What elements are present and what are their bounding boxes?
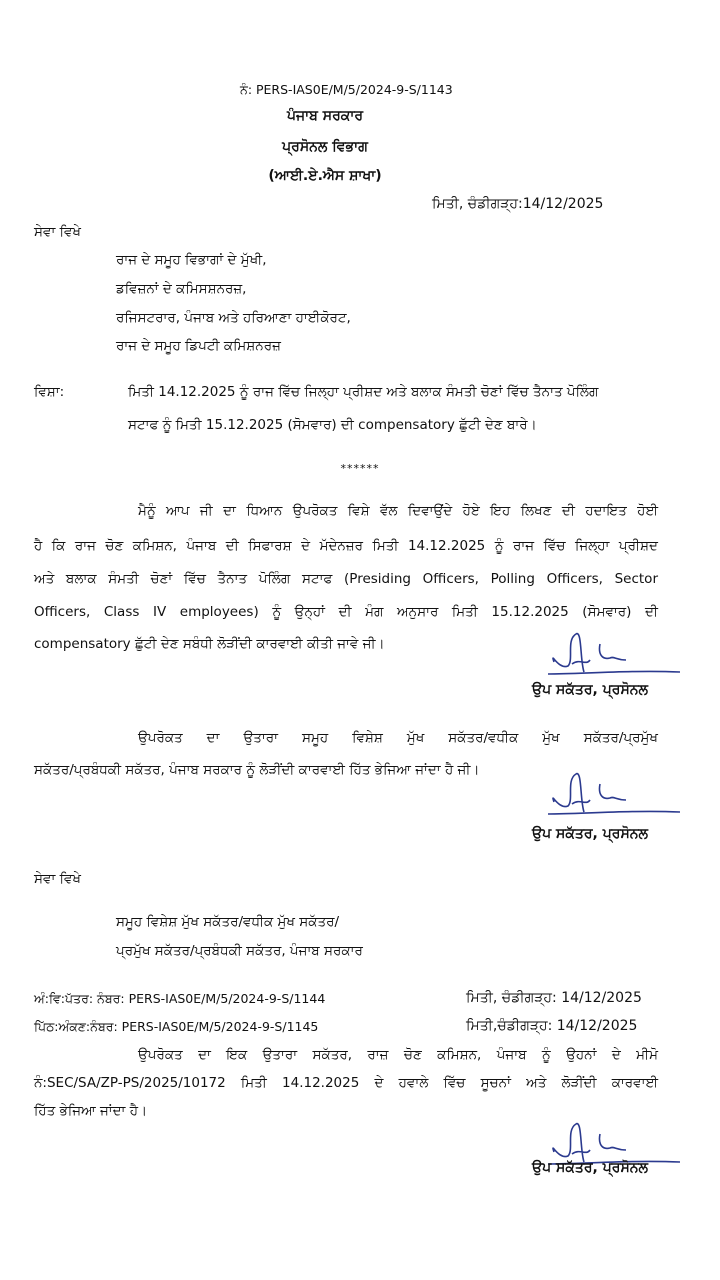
subject-label: ਵਿਸ਼ਾ:: [34, 384, 65, 400]
addressee-line: ਡਵਿਜ਼ਨਾਂ ਦੇ ਕਮਿਸਸ਼ਨਰਜ਼,: [116, 281, 247, 297]
addressee-line: ਰਾਜ ਦੇ ਸਮੂਹ ਵਿਭਾਗਾਂ ਦੇ ਮੁੱਖੀ,: [116, 252, 267, 268]
endorsement-date: ਮਿਤੀ, ਚੰਡੀਗੜ੍ਹ: 14/12/2025: [466, 990, 642, 1006]
department-name: ਪ੍ਰਸੋਨਲ ਵਿਭਾਗ: [282, 139, 368, 155]
endorsement-date: ਮਿਤੀ,ਚੰਡੀਗੜ੍ਹ: 14/12/2025: [466, 1018, 638, 1034]
copy-line: ਹਿੱਤ ਭੇਜਿਆ ਜਾਂਦਾ ਹੈ।: [34, 1103, 148, 1119]
government-name: ਪੰਜਾਬ ਸਰਕਾਰ: [286, 108, 364, 124]
subject-line: ਮਿਤੀ 14.12.2025 ਨੂੰ ਰਾਜ ਵਿੱਚ ਜਿਲ੍ਹਾ ਪ੍ਰੀਸ਼ਦ ਅਤੇ ਬਲਾਕ ਸੰਮਤੀ ਚੋਣਾਂ ਵਿੱਚ ਤੈਨਾਤ ਪੋਲਿੰਗ: [128, 384, 599, 400]
body-line: Officers, Class IV employees) ਨੂੰ ਉਨ੍ਹਾਂ ਦੀ ਮੰਗ ਅਨੁਸਾਰ ਮਿਤੀ 15.12.2025 (ਸੋਮਵਾਰ) ਦੀ: [34, 604, 658, 620]
body-line: compensatory ਛੁੱਟੀ ਦੇਣ ਸਬੰਧੀ ਲੋੜੀਂਦੀ ਕਾਰਵਾਈ ਕੀਤੀ ਜਾਵੇ ਜੀ।: [34, 636, 385, 652]
addressee-line: ਰਜਿਸਟਰਾਰ, ਪੰਜਾਬ ਅਤੇ ਹਰਿਆਣਾ ਹਾਈਕੋਰਟ,: [116, 310, 351, 326]
endorsement-ref: ਪਿੱਠ:ਅੰਕਣ:ਨੰਬਰ: PERS-IAS0E/M/5/2024-9-S/1145: [34, 1019, 319, 1034]
signatory-title: ਉਪ ਸਕੱਤਰ, ਪ੍ਰਸੋਨਲ: [532, 682, 648, 698]
branch-name: (ਆਈ.ਏ.ਐਸ ਸ਼ਾਖਾ): [268, 168, 382, 184]
signatory-title: ਉਪ ਸਕੱਤਰ, ਪ੍ਰਸੋਨਲ: [532, 826, 648, 842]
body-line: ਹੈ ਕਿ ਰਾਜ ਚੋਣ ਕਮਿਸ਼ਨ, ਪੰਜਾਬ ਦੀ ਸਿਫਾਰਸ਼ ਦੇ ਮੱਦੇਨਜ਼ਰ ਮਿਤੀ 14.12.2025 ਨੂੰ ਰਾਜ ਵਿੱਚ ਜਿਲ੍ਹਾ ਪ੍ਰੀਸ਼ਦ: [34, 538, 658, 554]
copy-line: ਨੰ:SEC/SA/ZP-PS/2025/10172 ਮਿਤੀ 14.12.2025 ਦੇ ਹਵਾਲੇ ਵਿੱਚ ਸੂਚਨਾਂ ਅਤੇ ਲੋੜੀਂਦੀ ਕਾਰਵਾਈ: [34, 1075, 658, 1091]
body-line: ਅਤੇ ਬਲਾਕ ਸੰਮਤੀ ਚੋਣਾਂ ਵਿੱਚ ਤੈਨਾਤ ਪੋਲਿੰਗ ਸਟਾਫ (Presiding Officers, Polling Officers, Sector: [34, 571, 658, 587]
addressee-label: ਸੇਵਾ ਵਿਖੇ: [34, 871, 81, 887]
addressee-line: ਸਮੂਹ ਵਿਸ਼ੇਸ਼ ਮੁੱਖ ਸਕੱਤਰ/ਵਧੀਕ ਮੁੱਖ ਸਕੱਤਰ/: [116, 914, 340, 930]
endorsement-ref: ਅੰ:ਵਿ:ਪੱਤਰ: ਨੰਬਰ: PERS-IAS0E/M/5/2024-9-S/1144: [34, 991, 326, 1006]
signatory-title: ਉਪ ਸਕੱਤਰ, ਪ੍ਰਸੋਨਲ: [532, 1160, 648, 1176]
reference-number: ਨੰ: PERS-IAS0E/M/5/2024-9-S/1143: [240, 82, 453, 97]
body-line: ਮੈਨੂੰ ਆਪ ਜੀ ਦਾ ਧਿਆਨ ਉਪਰੋਕਤ ਵਿਸ਼ੇ ਵੱਲ ਦਿਵਾਉਂਦੇ ਹੋਏ ਇਹ ਲਿਖਣ ਦੀ ਹਦਾਇਤ ਹੋਈ: [138, 503, 658, 519]
signature-image: [540, 630, 680, 680]
copy-line: ਸਕੱਤਰ/ਪ੍ਰਬੰਧਕੀ ਸਕੱਤਰ, ਪੰਜਾਬ ਸਰਕਾਰ ਨੂੰ ਲੋੜੀਂਦੀ ਕਾਰਵਾਈ ਹਿੱਤ ਭੇਜਿਆ ਜਾਂਦਾ ਹੈ ਜੀ।: [34, 762, 480, 778]
copy-line: ਉਪਰੋਕਤ ਦਾ ਉਤਾਰਾ ਸਮੂਹ ਵਿਸ਼ੇਸ਼ ਮੁੱਖ ਸਕੱਤਰ/ਵਧੀਕ ਮੁੱਖ ਸਕੱਤਰ/ਪ੍ਰਮੁੱਖ: [138, 730, 658, 746]
addressee-label: ਸੇਵਾ ਵਿਖੇ: [34, 224, 81, 240]
copy-line: ਉਪਰੋਕਤ ਦਾ ਇਕ ਉਤਾਰਾ ਸਕੱਤਰ, ਰਾਜ਼ ਚੋਣ ਕਮਿਸ਼ਨ, ਪੰਜਾਬ ਨੂੰ ਉਹਨਾਂ ਦੇ ਮੀਮੋ: [138, 1047, 658, 1063]
addressee-line: ਪ੍ਰਮੁੱਖ ਸਕੱਤਰ/ਪ੍ਰਬੰਧਕੀ ਸਕੱਤਰ, ਪੰਜਾਬ ਸਰਕਾਰ: [116, 943, 363, 959]
subject-line: ਸਟਾਫ ਨੂੰ ਮਿਤੀ 15.12.2025 (ਸੋਮਵਾਰ) ਦੀ compensatory ਛੁੱਟੀ ਦੇਣ ਬਾਰੇ।: [128, 417, 537, 433]
separator: ******: [340, 462, 380, 475]
addressee-line: ਰਾਜ ਦੇ ਸਮੂਹ ਡਿਪਟੀ ਕਮਿਸ਼ਨਰਜ਼: [116, 338, 281, 354]
letter-date: ਮਿਤੀ, ਚੰਡੀਗੜ੍ਹ:14/12/2025: [432, 196, 604, 212]
signature-image: [540, 770, 680, 820]
